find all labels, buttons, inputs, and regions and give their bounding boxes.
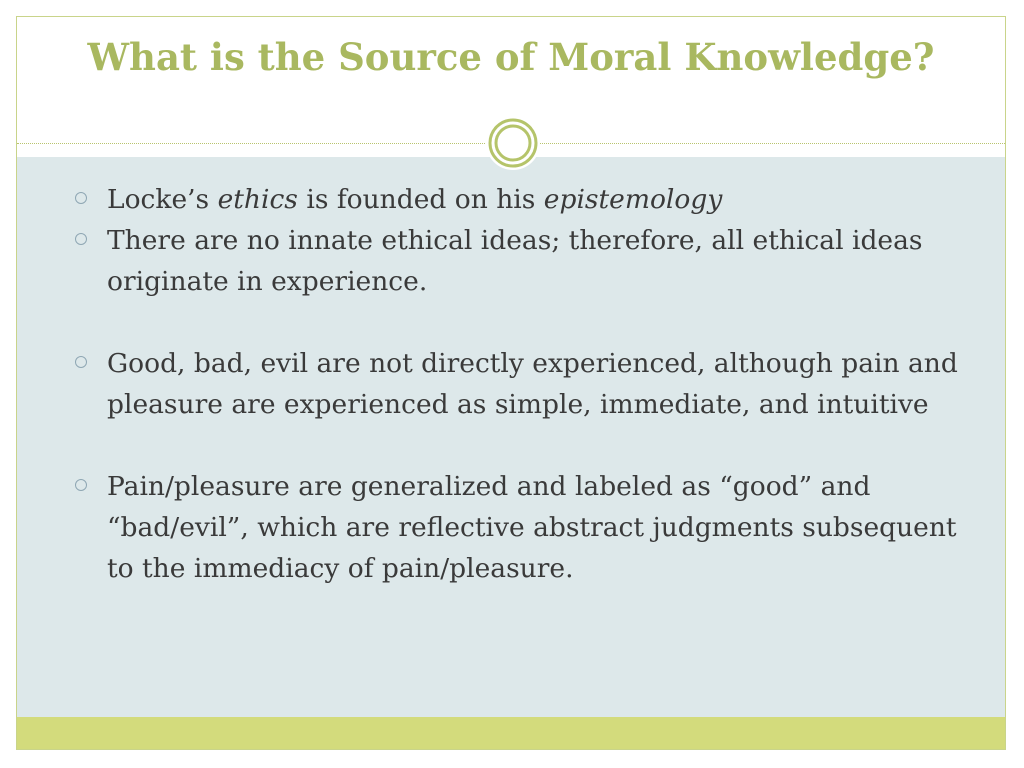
bullet-text: Locke’s ethics is founded on his epistemology (107, 184, 723, 215)
bullet-list (75, 179, 975, 589)
slide-title: What is the Source of Moral Knowledge? (87, 35, 935, 79)
slide (16, 16, 1006, 750)
bullet-item (75, 343, 975, 425)
bullet-item (75, 220, 975, 302)
hollow-circle-bullet-icon (75, 192, 87, 204)
bullet-text: Pain/pleasure are generalized and labeled as “good” and “bad/evil”, which are reflective abstract judgments subsequent to the immediacy of pain/pleasure. (107, 471, 957, 584)
double-ring-ornament-icon (485, 115, 541, 171)
bullet-item (75, 466, 975, 589)
bullet-text: There are no innate ethical ideas; therefore, all ethical ideas originate in experience. (107, 225, 923, 297)
hollow-circle-bullet-icon (75, 233, 87, 245)
bullet-text: Good, bad, evil are not directly experienced, although pain and pleasure are experienced as simple, immediate, and intuitive (107, 348, 958, 420)
hollow-circle-bullet-icon (75, 479, 87, 491)
bullet-item (75, 179, 975, 220)
footer-bar (17, 717, 1005, 750)
hollow-circle-bullet-icon (75, 356, 87, 368)
